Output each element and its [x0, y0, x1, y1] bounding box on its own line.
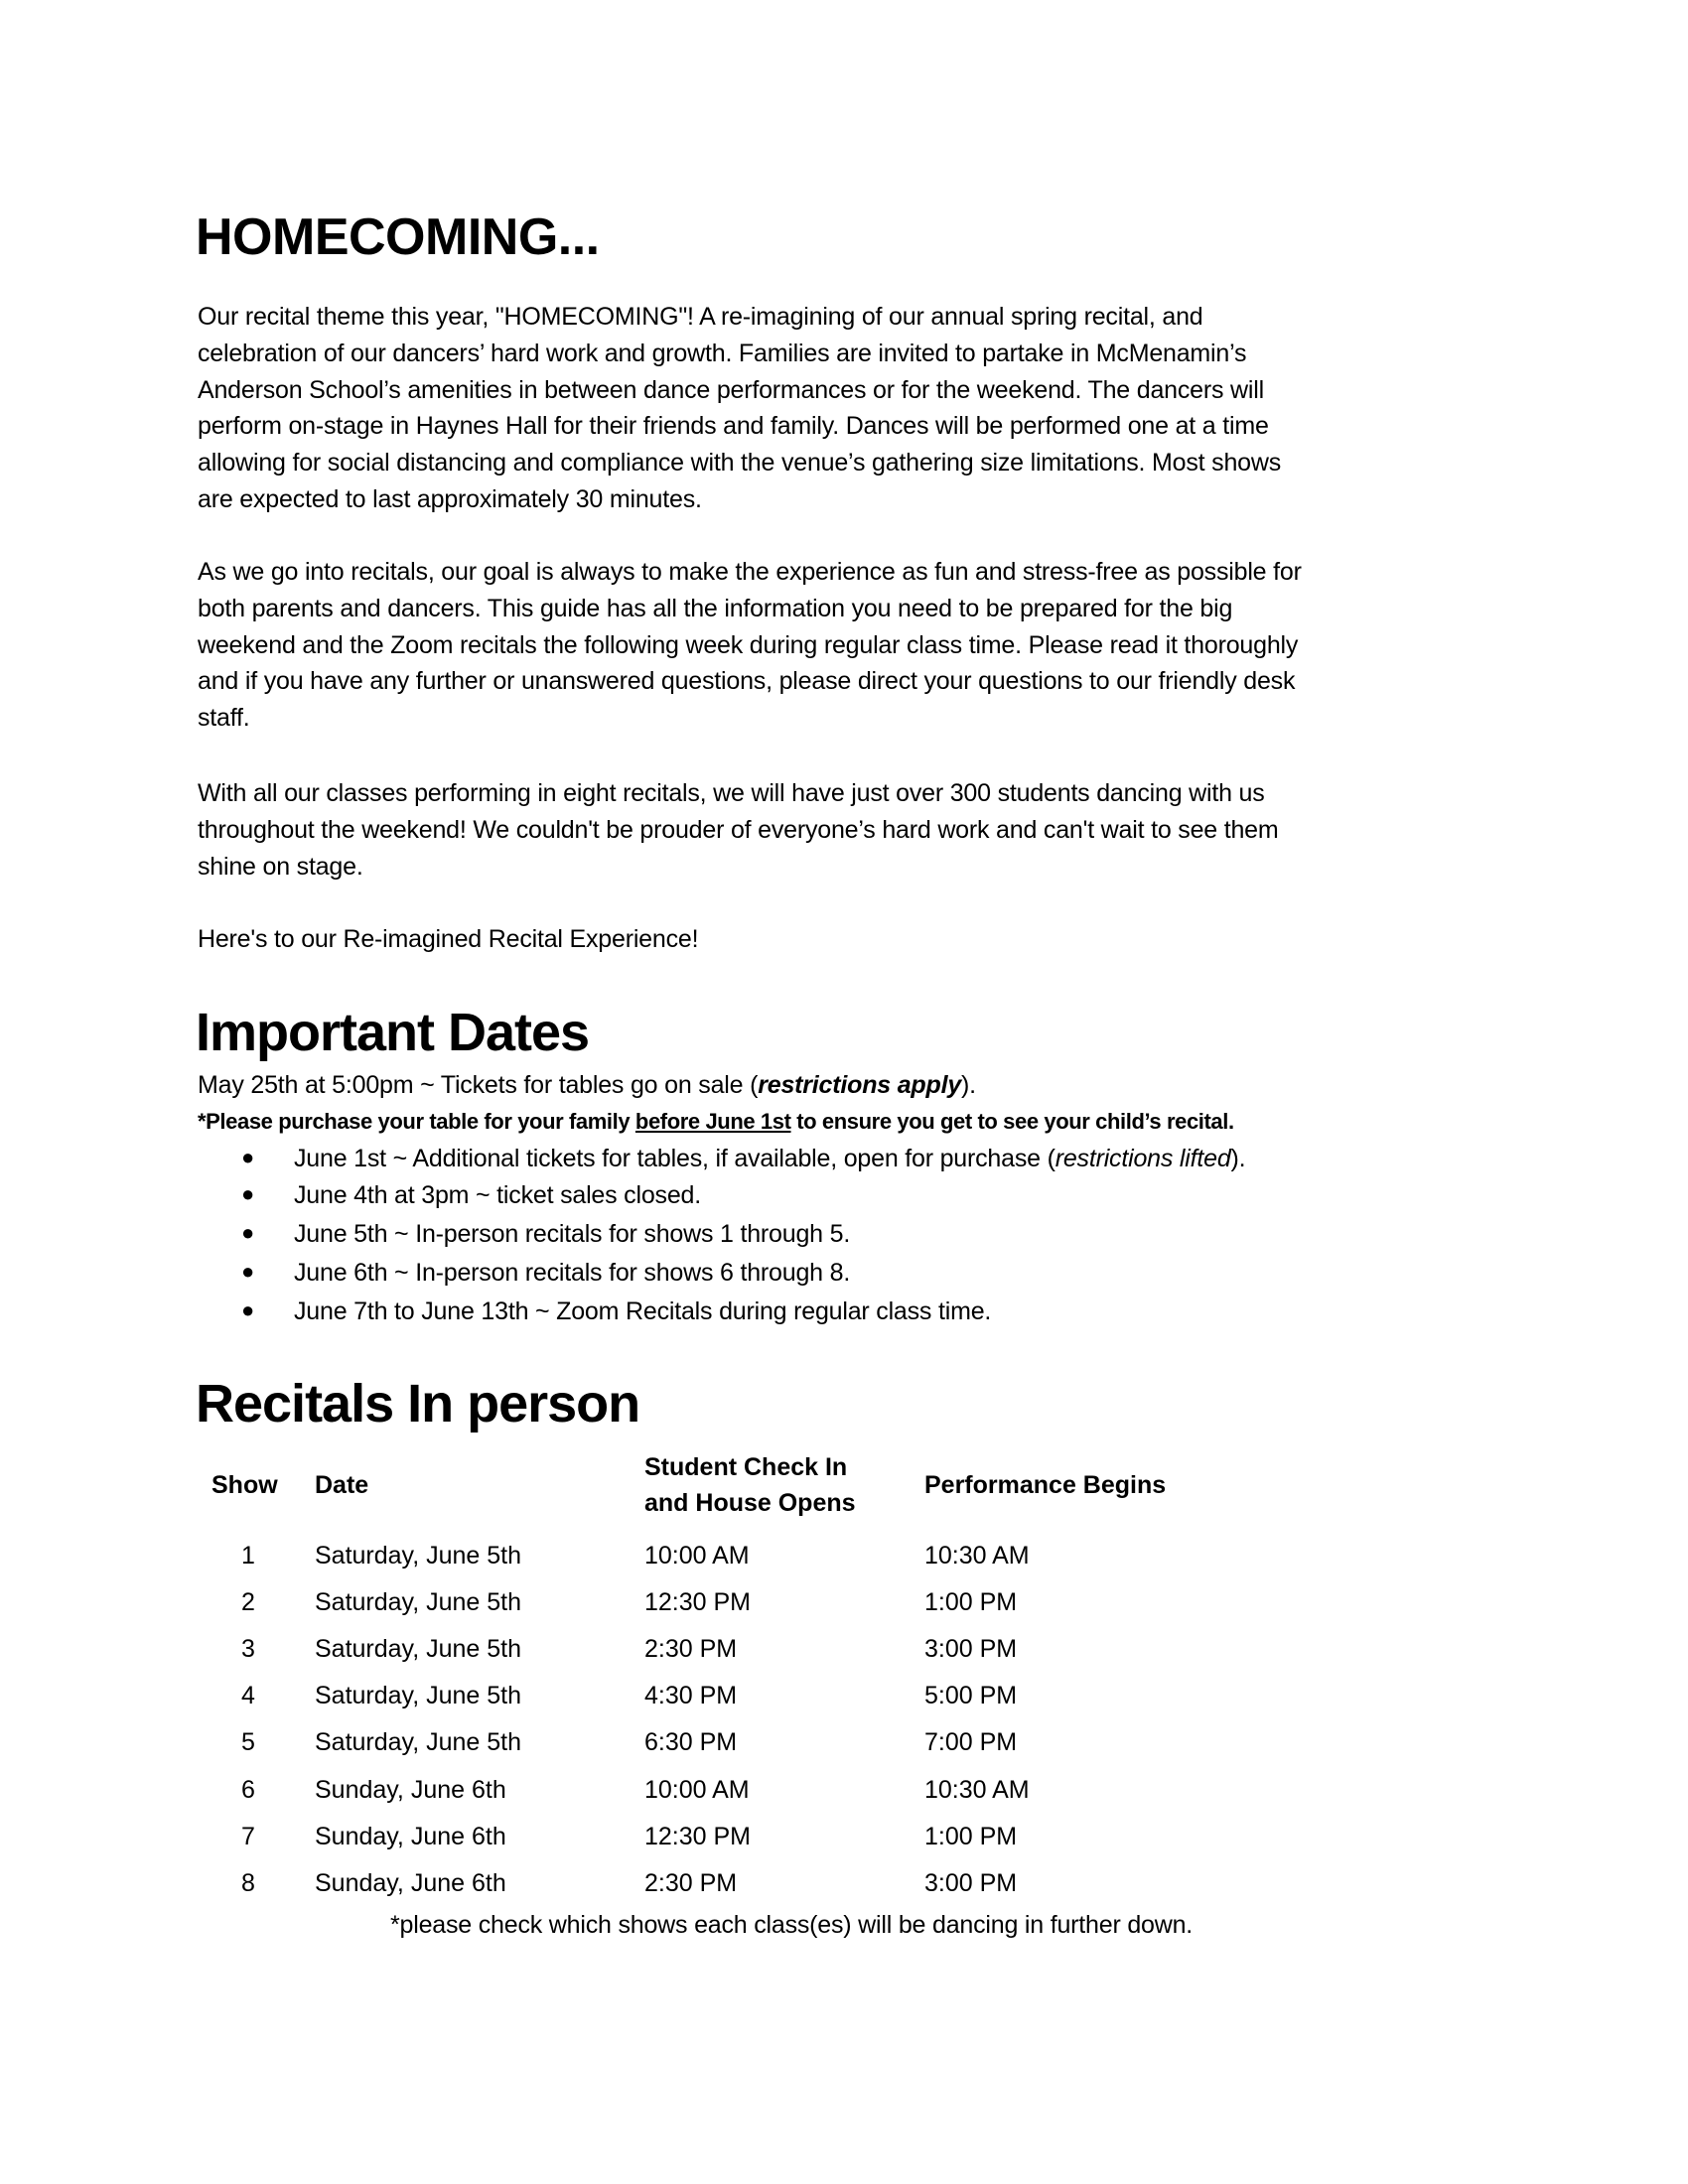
performance-time: 7:00 PM	[924, 1728, 1018, 1757]
performance-time: 3:00 PM	[924, 1635, 1018, 1664]
show-number: 4	[241, 1682, 255, 1710]
checkin-time: 10:00 AM	[644, 1542, 750, 1570]
checkin-time: 6:30 PM	[644, 1728, 738, 1757]
important-dates-heading: Important Dates	[196, 1003, 590, 1062]
performance-time: 5:00 PM	[924, 1682, 1018, 1710]
checkin-time: 10:00 AM	[644, 1775, 750, 1804]
table-footnote: *please check which shows each class(es) will be dancing in further down.	[390, 1911, 1194, 1939]
date-item: June 7th to June 13th ~ Zoom Recitals during regular class time.	[294, 1297, 992, 1325]
performance-time: 10:30 AM	[924, 1775, 1030, 1804]
paragraph-line: allowing for social distancing and compliance with the venue’s gathering size limitations. Most shows	[198, 449, 1282, 478]
show-date: Saturday, June 5th	[315, 1728, 522, 1757]
performance-time: 1:00 PM	[924, 1588, 1018, 1617]
paragraph-line: are expected to last approximately 30 minutes.	[198, 485, 702, 513]
header-show: Show	[211, 1471, 278, 1499]
page-title: HOMECOMING...	[196, 208, 600, 266]
purchase-note: *Please purchase your table for your family before June 1st to ensure you get to see your child’s recital.	[198, 1109, 1234, 1134]
checkin-time: 4:30 PM	[644, 1682, 738, 1710]
performance-time: 3:00 PM	[924, 1868, 1018, 1897]
paragraph-line: staff.	[198, 704, 250, 733]
bullet-icon: ●	[241, 1181, 255, 1206]
paragraph-line: Our recital theme this year, "HOMECOMING"! A re-imagining of our annual spring recital, and	[198, 303, 1203, 331]
bullet-icon: ●	[241, 1220, 255, 1245]
paragraph-line: perform on-stage in Haynes Hall for their friends and family. Dances will be performed one at a time	[198, 412, 1269, 441]
bullet-icon: ●	[241, 1297, 255, 1322]
performance-time: 1:00 PM	[924, 1822, 1018, 1850]
paragraph-line: Anderson School’s amenities in between dance performances or for the weekend. The dancers will	[198, 375, 1264, 404]
header-checkin-1: Student Check In	[644, 1453, 848, 1481]
header-date: Date	[315, 1471, 369, 1499]
date-item: June 1st ~ Additional tickets for tables, if available, open for purchase (restrictions lifted).	[294, 1145, 1246, 1172]
show-date: Saturday, June 5th	[315, 1542, 522, 1570]
checkin-time: 12:30 PM	[644, 1822, 752, 1850]
date-item: June 6th ~ In-person recitals for shows 6 through 8.	[294, 1259, 851, 1287]
show-date: Saturday, June 5th	[315, 1588, 522, 1617]
checkin-time: 2:30 PM	[644, 1868, 738, 1897]
show-number: 8	[241, 1868, 255, 1897]
paragraph-line: throughout the weekend! We couldn't be prouder of everyone’s hard work and can't wait to see them	[198, 815, 1279, 844]
show-number: 1	[241, 1542, 255, 1570]
show-date: Saturday, June 5th	[315, 1682, 522, 1710]
paragraph-line: both parents and dancers. This guide has all the information you need to be prepared for the big	[198, 594, 1233, 622]
show-number: 3	[241, 1635, 255, 1664]
bullet-icon: ●	[241, 1259, 255, 1284]
show-number: 7	[241, 1822, 255, 1850]
bullet-icon: ●	[241, 1145, 255, 1169]
show-date: Sunday, June 6th	[315, 1822, 506, 1850]
show-number: 2	[241, 1588, 255, 1617]
checkin-time: 2:30 PM	[644, 1635, 738, 1664]
show-date: Saturday, June 5th	[315, 1635, 522, 1664]
show-number: 5	[241, 1728, 255, 1757]
header-checkin-2: and House Opens	[644, 1489, 856, 1517]
paragraph-line: shine on stage.	[198, 852, 363, 881]
paragraph-line: weekend and the Zoom recitals the following week during regular class time. Please read it thoroughly	[198, 630, 1299, 659]
show-date: Sunday, June 6th	[315, 1775, 506, 1804]
header-performance: Performance Begins	[924, 1471, 1167, 1499]
date-item: June 4th at 3pm ~ ticket sales closed.	[294, 1181, 701, 1209]
paragraph-line: With all our classes performing in eight recitals, we will have just over 300 students dancing with us	[198, 779, 1265, 807]
paragraph-line: As we go into recitals, our goal is always to make the experience as fun and stress-free as possible for	[198, 558, 1302, 586]
performance-time: 10:30 AM	[924, 1542, 1030, 1570]
checkin-time: 12:30 PM	[644, 1588, 752, 1617]
paragraph-line: celebration of our dancers’ hard work and growth. Families are invited to partake in McMenamin’s	[198, 339, 1247, 367]
show-number: 6	[241, 1775, 255, 1804]
date-item: June 5th ~ In-person recitals for shows 1 through 5.	[294, 1220, 851, 1248]
show-date: Sunday, June 6th	[315, 1868, 506, 1897]
paragraph-line: and if you have any further or unanswered questions, please direct your questions to our friendly desk	[198, 667, 1296, 696]
tickets-on-sale-line: May 25th at 5:00pm ~ Tickets for tables go on sale (restrictions apply).	[198, 1071, 976, 1099]
paragraph-line: Here's to our Re-imagined Recital Experience!	[198, 925, 699, 953]
recitals-heading: Recitals In person	[196, 1374, 640, 1433]
